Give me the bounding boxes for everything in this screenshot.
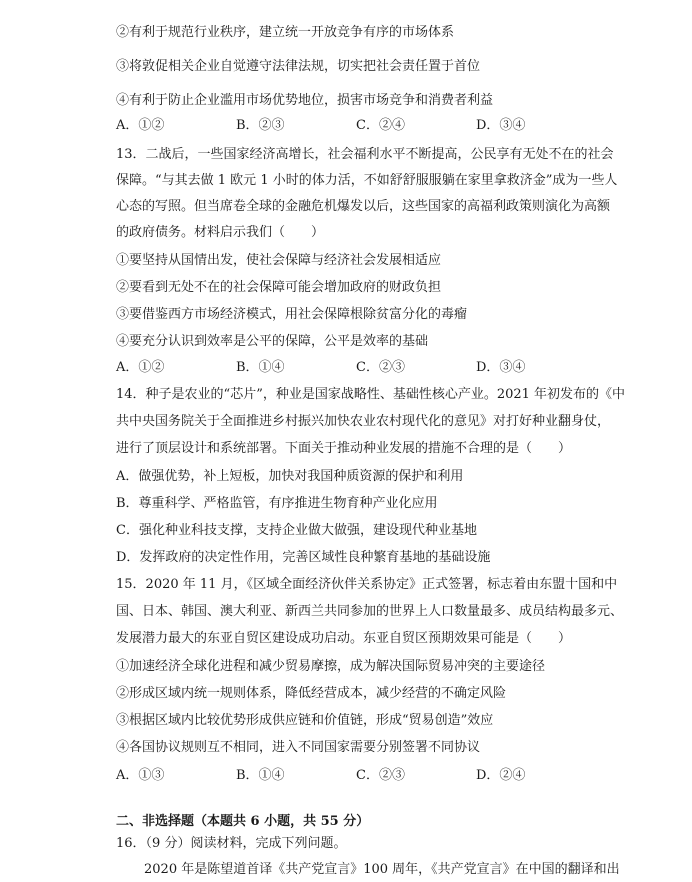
q13-item-3: ③要借鉴西方市场经济模式，用社会保障根除贫富分化的毒瘤	[116, 307, 468, 322]
q16-stem: 16．（9 分）阅读材料，完成下列问题。	[116, 836, 347, 851]
q15-stem-line-2: 国、日本、韩国、澳大利亚、新西兰共同参加的世界上人口数量最多、成员结构最多元、	[116, 604, 624, 619]
q15-item-4: ④各国协议规则互不相同，进入不同国家需要分别签署不同协议	[116, 740, 481, 755]
prev-options	[116, 116, 586, 136]
section-2-title: 二、非选择题（本题共 6 小题，共 55 分）	[116, 814, 370, 829]
q14-stem-line-3: 进行了顶层设计和系统部署。下面关于推动种业发展的措施不合理的是（ ）	[116, 441, 572, 456]
q14-stem-line-1: 14．种子是农业的“芯片”，种业是国家战略性、基础性核心产业。2021 年初发布的《中	[116, 387, 626, 402]
option-a: A．①②	[116, 118, 165, 133]
option-c: C．②③	[356, 768, 405, 783]
prev-item-2: ②有利于规范行业秩序，建立统一开放竞争有序的市场体系	[116, 25, 455, 40]
option-b: B．①④	[236, 360, 285, 375]
q13-item-2: ②要看到无处不在的社会保障可能会增加政府的财政负担	[116, 280, 442, 295]
q15-options	[116, 766, 586, 786]
q15-item-1: ①加速经济全球化进程和减少贸易摩擦，成为解决国际贸易冲突的主要途径	[116, 659, 546, 674]
option-c: C．②③	[356, 360, 405, 375]
q13-item-1: ①要坚持从国情出发，使社会保障与经济社会发展相适应	[116, 253, 442, 268]
q14-choice-d: D．发挥政府的决定性作用，完善区域性良种繁育基地的基础设施	[116, 550, 491, 565]
q15-item-3: ③根据区域内比较优势形成供应链和价值链，形成“贸易创造”效应	[116, 713, 494, 728]
q13-stem-line-3: 心态的写照。但当席卷全球的金融危机爆发以后，这些国家的高福利政策则演化为高额	[116, 199, 611, 214]
option-b: B．①④	[236, 768, 285, 783]
q14-choice-c: C．强化种业科技支撑，支持企业做大做强，建设现代种业基地	[116, 523, 477, 538]
prev-item-3: ③将敦促相关企业自觉遵守法律法规，切实把社会责任置于首位	[116, 59, 481, 74]
q15-stem-line-3: 发展潜力最大的东亚自贸区建设成功启动。东亚自贸区预期效果可能是（ ）	[116, 631, 572, 646]
option-a: A．①②	[116, 360, 165, 375]
q13-stem-line-2: 保障。“与其去做 1 欧元 1 小时的体力活，不如舒舒服服躺在家里拿救济金”成为一些人	[116, 173, 618, 188]
q13-options	[116, 358, 586, 378]
prev-item-4: ④有利于防止企业滥用市场优势地位，损害市场竞争和消费者利益	[116, 93, 494, 108]
q13-stem-line-1: 13．二战后，一些国家经济高增长，社会福利水平不断提高，公民享有无处不在的社会	[116, 147, 614, 162]
option-b: B．②③	[236, 118, 285, 133]
q15-stem-line-1: 15．2020 年 11 月，《区域全面经济伙伴关系协定》正式签署，标志着由东盟十国和中	[116, 577, 618, 592]
option-d: D．③④	[476, 118, 526, 133]
q14-stem-line-2: 共中央国务院关于全面推进乡村振兴加快农业农村现代化的意见》对打好种业翻身仗，	[116, 414, 611, 429]
q15-item-2: ②形成区域内统一规则体系，降低经营成本，减少经营的不确定风险	[116, 686, 507, 701]
option-d: D．②④	[476, 768, 526, 783]
q14-choice-a: A．做强优势，补上短板，加快对我国种质资源的保护和利用	[116, 469, 464, 484]
option-a: A．①③	[116, 768, 165, 783]
option-c: C．②④	[356, 118, 405, 133]
q13-item-4: ④要充分认识到效率是公平的保障，公平是效率的基础	[116, 334, 429, 349]
q14-choice-b: B．尊重科学、严格监管，有序推进生物育种产业化应用	[116, 496, 438, 511]
q13-stem-line-4: 的政府债务。材料启示我们（ ）	[116, 225, 325, 240]
option-d: D．③④	[476, 360, 526, 375]
q16-paragraph: 2020 年是陈望道首译《共产党宣言》100 周年，《共产党宣言》在中国的翻译和出	[144, 862, 620, 877]
